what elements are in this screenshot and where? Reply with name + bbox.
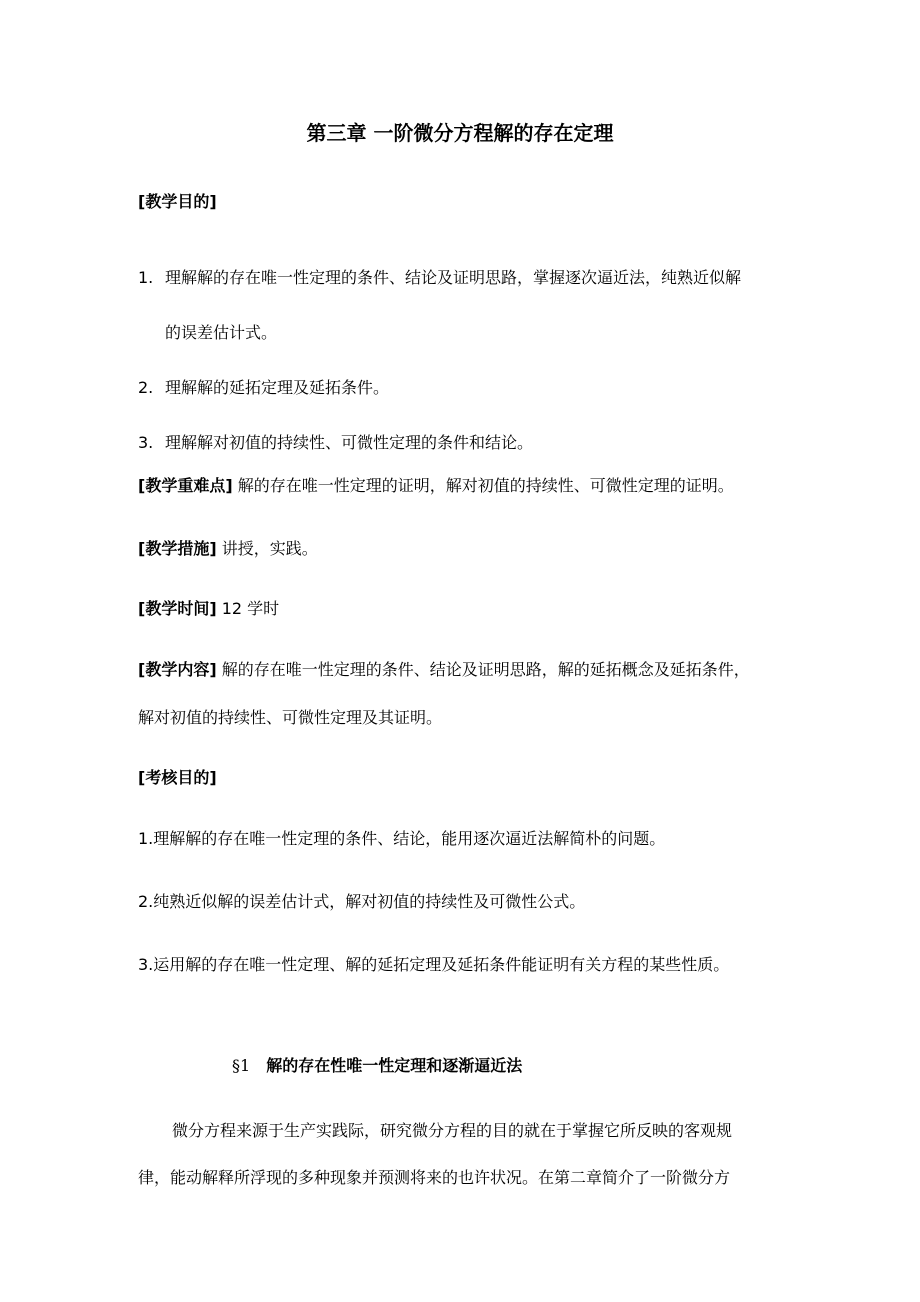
chapter-title: 第三章 一阶微分方程解的存在定理 (306, 121, 614, 145)
assessment-item: 3.运用解的存在唯一性定理、解的延拓定理及延拓条件能证明有关方程的某些性质。 (138, 955, 730, 974)
list-item (138, 268, 741, 288)
body-paragraph-line: 微分方程来源于生产实践际，研究微分方程的目的就在于掌握它所反映的客观规 (172, 1121, 733, 1140)
assessment-item: 2.纯熟近似解的误差估计式，解对初值的持续性及可微性公式。 (138, 892, 586, 911)
list-item-continuation: 的误差估计式。 (165, 323, 278, 342)
list-item-number: 3. (138, 433, 154, 452)
list-item-text: 理解解的存在唯一性定理的条件、结论及证明思路，掌握逐次逼近法，纯熟近似解 (165, 268, 742, 287)
assessment-item: 1.理解解的存在唯一性定理的条件、结论，能用逐次逼近法解简朴的问题。 (138, 829, 666, 848)
key-points-text: 解的存在唯一性定理的证明，解对初值的持续性、可微性定理的证明。 (232, 476, 734, 495)
body-paragraph-line: 律，能动解释所浮现的多种现象并预测将来的也许状况。在第二章简介了一阶微分方 (138, 1168, 731, 1187)
assessment-heading: [考核目的] (138, 768, 217, 787)
content-paragraph (138, 660, 750, 680)
list-item-number: 1. (138, 268, 154, 287)
key-points-paragraph (138, 476, 734, 496)
list-item-number: 2. (138, 378, 154, 397)
key-points-label: [教学重难点] (138, 476, 233, 495)
teaching-goals-heading: [教学目的] (138, 192, 217, 211)
list-item (138, 433, 533, 453)
time-label: [教学时间] (138, 599, 217, 618)
section-heading (232, 1056, 522, 1076)
methods-label: [教学措施] (138, 539, 217, 558)
methods-paragraph (138, 539, 318, 559)
content-continuation: 解对初值的持续性、可微性定理及其证明。 (138, 708, 443, 727)
section-symbol: §1 (232, 1056, 251, 1075)
time-paragraph (138, 599, 279, 619)
content-text: 解的存在唯一性定理的条件、结论及证明思路，解的延拓概念及延拓条件， (216, 660, 750, 679)
list-item-text: 理解解对初值的持续性、可微性定理的条件和结论。 (165, 433, 534, 452)
time-text: 12 学时 (216, 599, 280, 618)
methods-text: 讲授，实践。 (216, 539, 318, 558)
list-item (138, 378, 389, 398)
content-label: [教学内容] (138, 660, 217, 679)
section-title: 解的存在性唯一性定理和逐渐逼近法 (266, 1056, 523, 1075)
list-item-text: 理解解的延拓定理及延拓条件。 (165, 378, 390, 397)
